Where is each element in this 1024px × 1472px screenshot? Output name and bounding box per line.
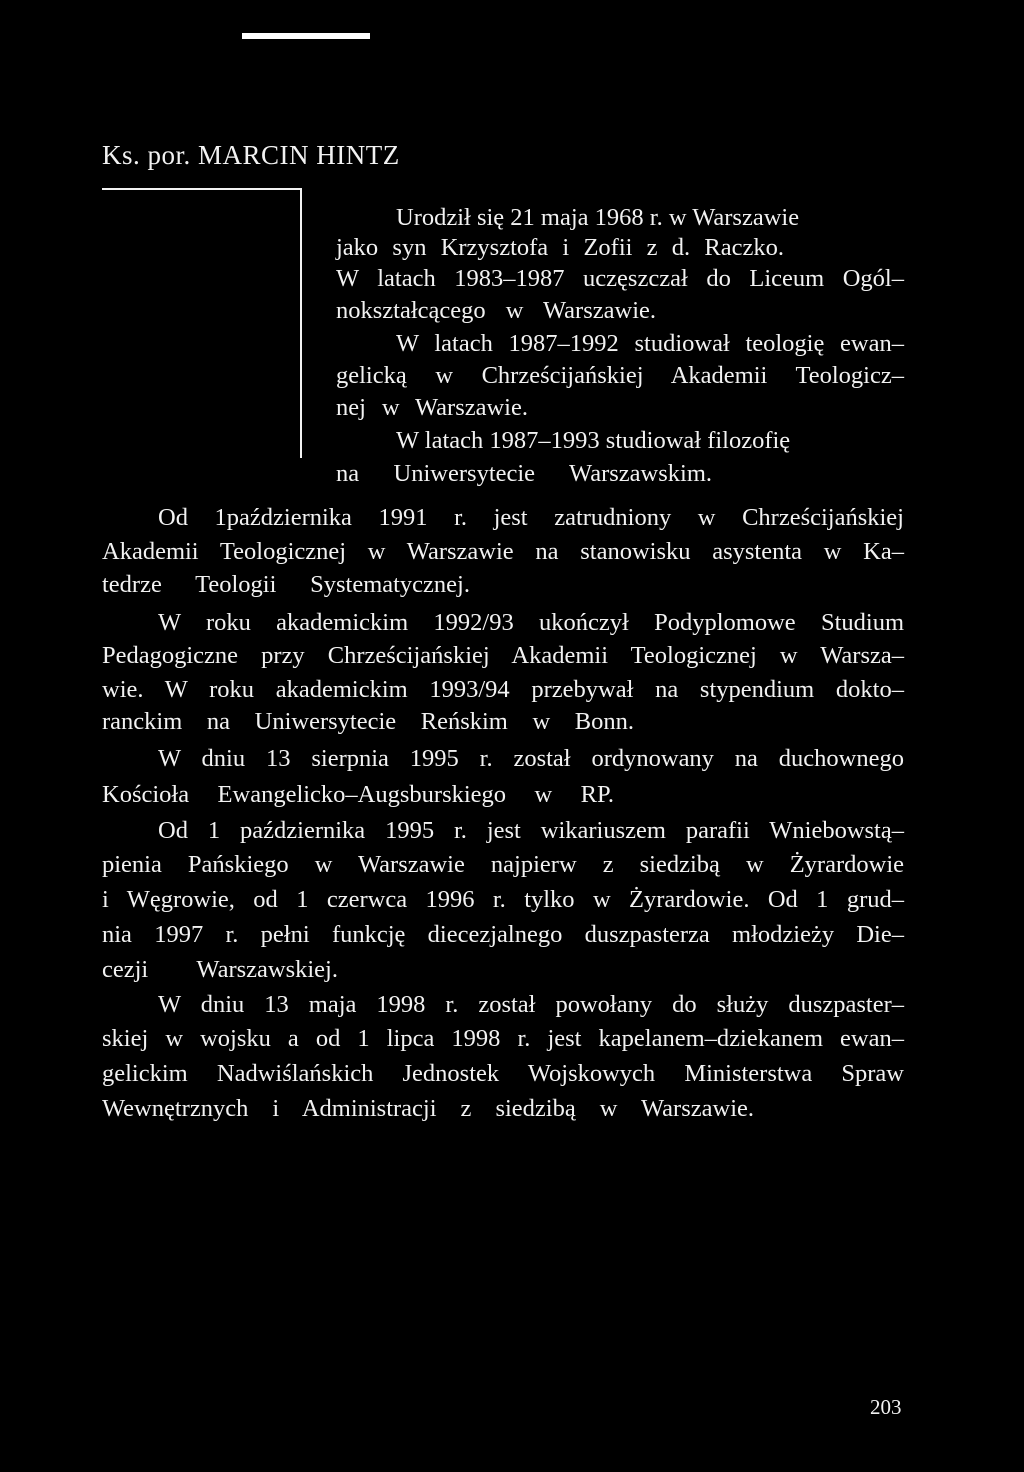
text-line: W latach 1983–1987 uczęszczał do Liceum Ogól– (336, 265, 904, 292)
text-line: Wewnętrznych i Administracji z siedzibą w Warszawie. (102, 1095, 754, 1122)
text-line: wie. W roku akademickim 1993/94 przebywał na stypendium dokto– (102, 676, 904, 703)
page-title: Ks. por. MARCIN HINTZ (102, 140, 400, 170)
text-line: Urodził się 21 maja 1968 r. w Warszawie (396, 204, 800, 231)
text-line: Akademii Teologicznej w Warszawie na stanowisku asystenta w Ka– (102, 538, 904, 565)
text-line: pienia Pańskiego w Warszawie najpierw z siedzibą w Żyrardowie (102, 851, 904, 878)
text-line: tedrze Teologii Systematycznej. (102, 571, 470, 598)
text-line: skiej w wojsku a od 1 lipca 1998 r. jest kapelanem–dziekanem ewan– (102, 1025, 904, 1052)
text-line: W latach 1987–1992 studiował teologię ewan– (396, 330, 904, 357)
photo-placeholder-frame (102, 188, 302, 458)
page-number: 203 (870, 1395, 902, 1419)
text-line: cezji Warszawskiej. (102, 956, 338, 983)
text-line: nokształcącego w Warszawie. (336, 297, 656, 324)
text-line: W dniu 13 sierpnia 1995 r. został ordynowany na duchownego (158, 745, 904, 772)
text-line: W roku akademickim 1992/93 ukończył Podyplomowe Studium (158, 609, 904, 636)
text-line: Pedagogiczne przy Chrześcijańskiej Akademii Teologicznej w Warsza– (102, 642, 904, 669)
text-line: na Uniwersytecie Warszawskim. (336, 460, 712, 487)
text-line: W latach 1987–1993 studiował filozofię (396, 427, 791, 454)
text-line: gelickim Nadwiślańskich Jednostek Wojskowych Ministerstwa Spraw (102, 1060, 904, 1087)
text-line: ranckim na Uniwersytecie Reńskim w Bonn. (102, 708, 634, 735)
text-line: W dniu 13 maja 1998 r. został powołany do służy duszpaster– (158, 991, 904, 1018)
text-line: Kościoła Ewangelicko–Augsburskiego w RP. (102, 781, 614, 808)
text-line: nia 1997 r. pełni funkcję diecezjalnego duszpasterza młodzieży Die– (102, 921, 904, 948)
top-rule (242, 33, 370, 39)
text-line: jako syn Krzysztofa i Zofii z d. Raczko. (336, 234, 784, 261)
text-line: gelicką w Chrześcijańskiej Akademii Teologicz– (336, 362, 904, 389)
text-line: Od 1 października 1995 r. jest wikariuszem parafii Wniebowstą– (158, 817, 904, 844)
text-line: Od 1października 1991 r. jest zatrudniony w Chrześcijańskiej (158, 504, 904, 531)
text-line: i Węgrowie, od 1 czerwca 1996 r. tylko w Żyrardowie. Od 1 grud– (102, 886, 904, 913)
text-line: nej w Warszawie. (336, 394, 528, 421)
